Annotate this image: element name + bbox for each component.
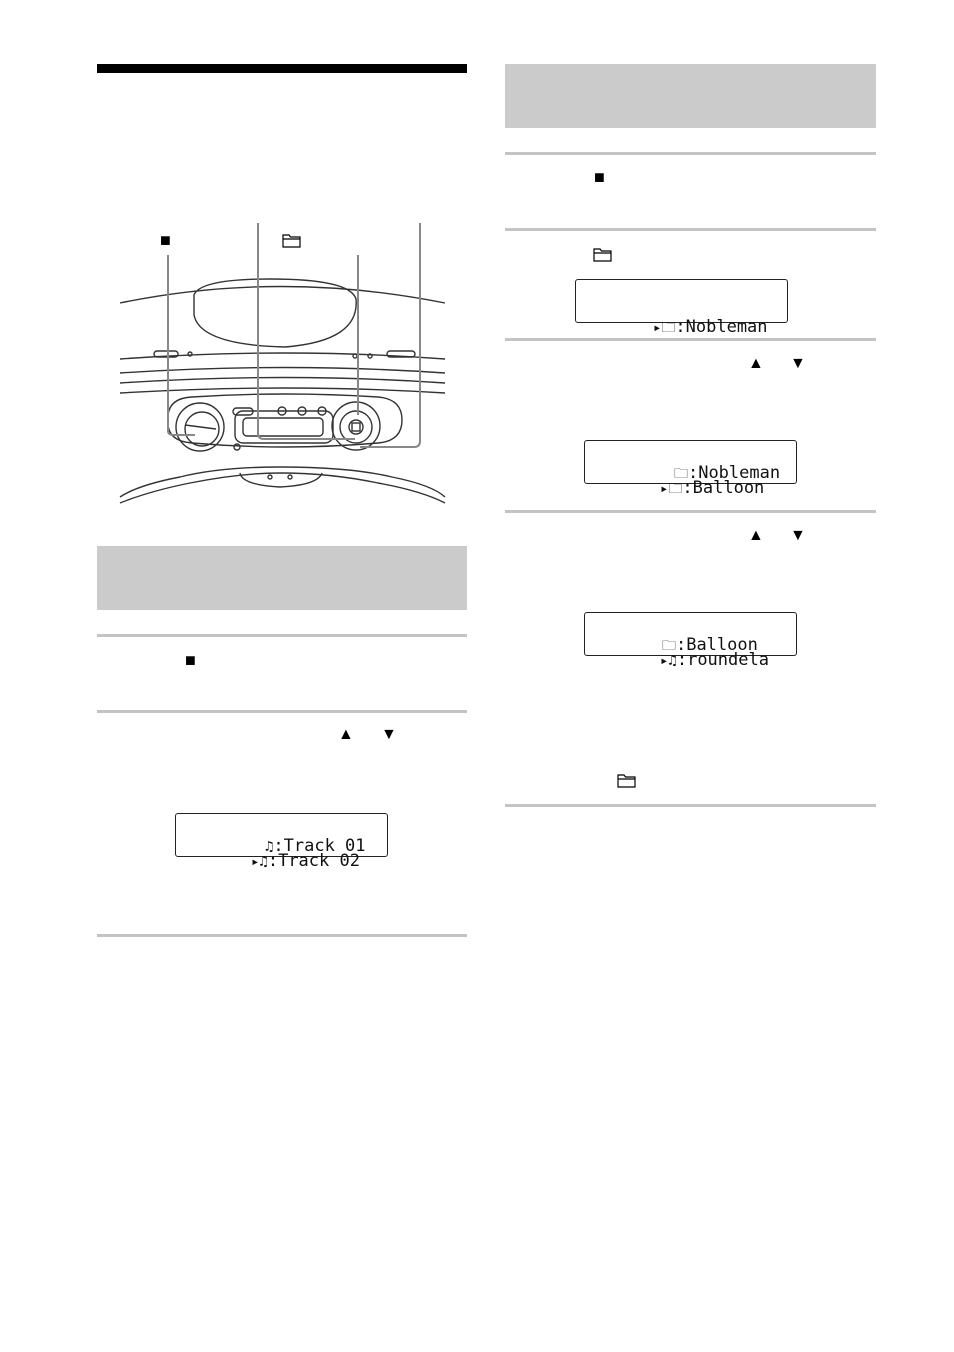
lcd-line-1: Nobleman — [698, 463, 781, 483]
folder-icon: 🗀 — [673, 466, 688, 482]
lcd-separator: : — [675, 317, 686, 337]
cursor-icon: ▸ — [250, 854, 260, 870]
lcd-line-1: Nobleman — [685, 317, 768, 337]
down-arrow-icon: ▼ — [790, 527, 806, 544]
lcd-separator: : — [267, 851, 279, 871]
up-arrow-icon: ▲ — [748, 527, 764, 544]
step-divider — [505, 228, 876, 231]
section-title-bar — [97, 64, 467, 73]
folder-icon — [282, 234, 301, 253]
folder-icon — [617, 774, 636, 793]
cursor-icon: ▸ — [652, 320, 662, 336]
section-header-band — [97, 546, 467, 610]
lcd-display-folders — [584, 440, 797, 498]
step-divider — [505, 338, 876, 341]
step-divider — [97, 710, 467, 713]
lcd-separator: : — [273, 836, 284, 856]
lcd-display-tracks — [175, 813, 388, 871]
down-arrow-icon: ▼ — [790, 355, 806, 372]
device-illustration — [110, 215, 455, 515]
folder-icon: 🗀 — [668, 481, 683, 497]
folder-icon: 🗀 — [661, 320, 676, 336]
section-header-band — [505, 64, 876, 128]
step-divider — [505, 510, 876, 513]
lcd-line-2: Balloon — [692, 478, 765, 498]
lcd-line-1: Track 01 — [283, 836, 366, 856]
stop-button-callout: ■ — [160, 230, 171, 250]
music-note-icon: ♫ — [264, 839, 274, 855]
lcd-line-2: Track 02 — [278, 851, 360, 871]
step-divider — [505, 152, 876, 155]
music-note-icon: ♫ — [668, 653, 677, 669]
cursor-icon: ▸ — [659, 481, 669, 497]
up-arrow-icon: ▲ — [748, 355, 764, 372]
lcd-line-1: Balloon — [686, 635, 758, 655]
down-arrow-icon: ▼ — [381, 726, 397, 743]
lcd-line-2: roundela — [687, 650, 769, 670]
lcd-separator: : — [675, 635, 687, 655]
lcd-display-folder — [575, 279, 788, 337]
stop-button-symbol: ■ — [185, 650, 196, 670]
stop-button-symbol: ■ — [594, 167, 605, 187]
cursor-icon: ▸ — [659, 653, 669, 669]
music-note-icon: ♫ — [259, 854, 268, 870]
step-divider — [97, 634, 467, 637]
cd-player-drawing — [110, 215, 455, 515]
folder-icon: 🗀 — [661, 638, 676, 654]
lcd-display-files — [584, 612, 797, 670]
step-divider — [505, 804, 876, 807]
folder-icon — [593, 248, 612, 267]
lcd-separator: : — [676, 650, 688, 670]
step-divider — [97, 934, 467, 937]
up-arrow-icon: ▲ — [338, 726, 354, 743]
lcd-separator: : — [682, 478, 693, 498]
lcd-separator: : — [687, 463, 699, 483]
